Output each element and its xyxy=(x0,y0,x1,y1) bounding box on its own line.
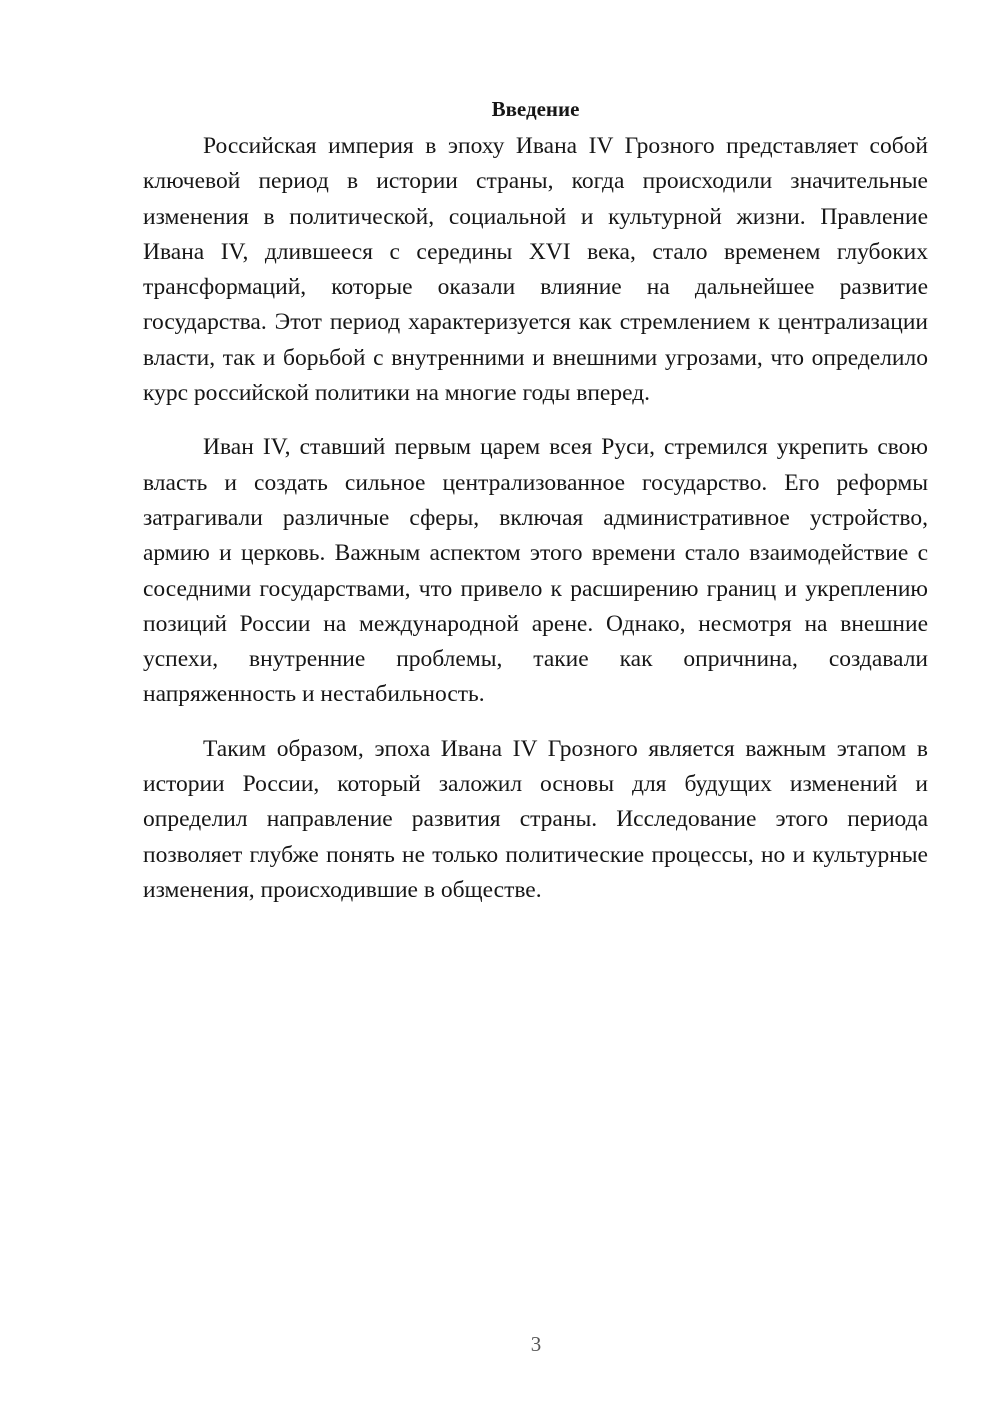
paragraph-2: Иван IV, ставший первым царем всея Руси, стремился укрепить свою власть и создать сильное централизованное государство. Его реформы затрагивали различные сферы, включая административное устройство, армию и церковь. Важным аспектом этого времени стало взаимодействие с соседними государствами, что привело к расширению границ и укреплению позиций России на международной арене. Однако, несмотря на внешние успехи, внутренние проблемы, такие как опричнина, создавали напряженность и нестабильность. xyxy=(143,434,928,708)
page-number: 3 xyxy=(530,1332,542,1356)
page-body xyxy=(143,92,928,927)
paragraph-1: Российская империя в эпоху Ивана IV Грозного представляет собой ключевой период в истории страны, когда происходили значительные изменения в политической, социальной и культурной жизни. Правление Ивана IV, длившееся с середины XVI века, стало временем глубоких трансформаций, которые оказали влияние на дальнейшее развитие государства. Этот период характеризуется как стремлением к централизации власти, так и борьбой с внутренними и внешними угрозами, что определило курс российской политики на многие годы вперед. xyxy=(143,133,928,407)
section-title: Введение xyxy=(491,97,580,121)
paragraph-3: Таким образом, эпоха Ивана IV Грозного является важным этапом в истории России, который заложил основы для будущих изменений и определил направление развития страны. Исследование этого периода позволяет глубже понять не только политические процессы, но и культурные изменения, происходившие в обществе. xyxy=(143,735,928,903)
